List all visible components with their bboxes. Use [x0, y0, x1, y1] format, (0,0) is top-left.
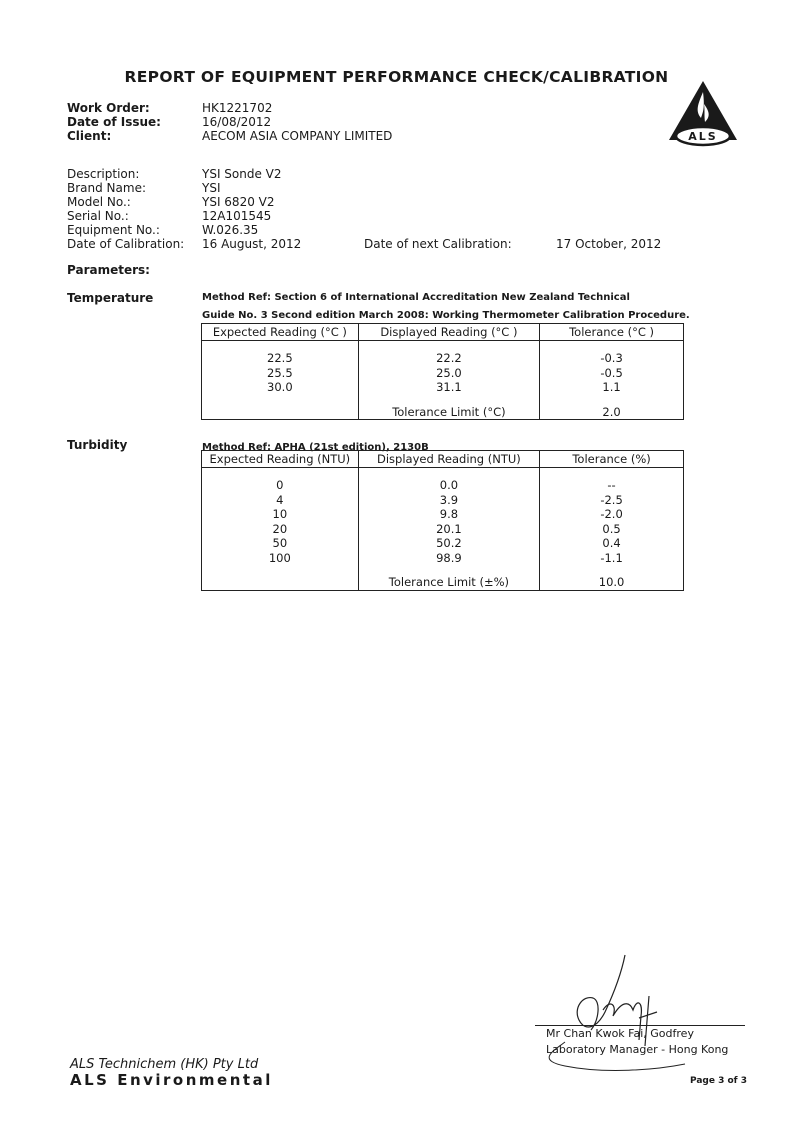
table-cell: -0.5 [540, 366, 684, 381]
table-row [202, 536, 684, 551]
table-row [202, 522, 684, 537]
table-cell: -2.5 [540, 493, 684, 508]
table-header-row [202, 324, 684, 341]
report-title: REPORT OF EQUIPMENT PERFORMANCE CHECK/CALIBRATION [124, 68, 669, 86]
signatory-title: Laboratory Manager - Hong Kong [546, 1043, 729, 1056]
table-spacer [202, 468, 684, 479]
next-calibration-label: Date of next Calibration: [364, 237, 512, 251]
column-header: Expected Reading (NTU) [202, 451, 359, 468]
turbidity-method: Method Ref: APHA (21st edition), 2130B [202, 442, 429, 453]
temperature-heading: Temperature [67, 291, 154, 305]
table-cell: 25.5 [202, 366, 359, 381]
tolerance-limit-label: Tolerance Limit (°C) [358, 405, 539, 420]
table-cell: 1.1 [540, 380, 684, 395]
table-cell: 22.2 [358, 351, 539, 366]
table-row [202, 551, 684, 566]
date-of-calibration-value: 16 August, 2012 [202, 237, 302, 251]
table-row [202, 351, 684, 366]
column-header: Tolerance (°C ) [540, 324, 684, 341]
temperature-method-line1: Method Ref: Section 6 of International Accreditation New Zealand Technical [202, 292, 630, 303]
table-cell: 0.4 [540, 536, 684, 551]
table-cell: 20 [202, 522, 359, 537]
parameters-heading: Parameters: [67, 263, 150, 277]
table-cell: 0.5 [540, 522, 684, 537]
signatory-name: Mr Chan Kwok Fai, Godfrey [546, 1027, 694, 1040]
tolerance-limit-value: 10.0 [540, 575, 684, 590]
equipment-no-label: Equipment No.: [67, 223, 160, 237]
signature-line [535, 1025, 745, 1026]
model-no-label: Model No.: [67, 195, 131, 209]
svg-text:ALS: ALS [688, 130, 718, 143]
table-header-row [202, 451, 684, 468]
table-row [202, 366, 684, 381]
brand-name-label: Brand Name: [67, 181, 147, 195]
tolerance-limit-label: Tolerance Limit (±%) [358, 575, 539, 590]
work-order-value: HK1221702 [202, 101, 273, 115]
table-cell: 10 [202, 507, 359, 522]
serial-no-label: Serial No.: [67, 209, 129, 223]
tolerance-limit-row [202, 405, 684, 420]
table-cell: -1.1 [540, 551, 684, 566]
equipment-no-value: W.026.35 [202, 223, 259, 237]
temperature-table [201, 323, 684, 420]
column-header: Displayed Reading (°C ) [358, 324, 539, 341]
table-spacer [202, 395, 684, 405]
table-row [202, 478, 684, 493]
table-cell: 50 [202, 536, 359, 551]
tolerance-limit-row [202, 575, 684, 590]
table-row [202, 493, 684, 508]
table-cell: 30.0 [202, 380, 359, 395]
table-row [202, 380, 684, 395]
table-cell: 25.0 [358, 366, 539, 381]
table-spacer [202, 565, 684, 575]
table-cell: 3.9 [358, 493, 539, 508]
table-cell: 50.2 [358, 536, 539, 551]
als-logo [667, 78, 739, 150]
date-of-issue-value: 16/08/2012 [202, 115, 272, 129]
als-logo-icon [667, 78, 739, 150]
model-no-value: YSI 6820 V2 [202, 195, 275, 209]
table-cell: 98.9 [358, 551, 539, 566]
table-row [202, 507, 684, 522]
date-of-issue-label: Date of Issue: [67, 115, 161, 129]
table-cell: -- [540, 478, 684, 493]
description-label: Description: [67, 167, 140, 181]
table-cell: -2.0 [540, 507, 684, 522]
client-value: AECOM ASIA COMPANY LIMITED [202, 129, 393, 143]
table-cell: 22.5 [202, 351, 359, 366]
next-calibration-value: 17 October, 2012 [556, 237, 662, 251]
date-of-calibration-label: Date of Calibration: [67, 237, 185, 251]
table-cell: 100 [202, 551, 359, 566]
table-cell: -0.3 [540, 351, 684, 366]
footer-brand: ALS Environmental [70, 1071, 273, 1089]
page-number: Page 3 of 3 [690, 1076, 747, 1086]
serial-no-value: 12A101545 [202, 209, 272, 223]
signature-image [525, 950, 755, 1080]
turbidity-heading: Turbidity [67, 438, 128, 452]
table-cell: 20.1 [358, 522, 539, 537]
turbidity-table [201, 450, 684, 591]
column-header: Displayed Reading (NTU) [358, 451, 539, 468]
footer-company: ALS Technichem (HK) Pty Ltd [70, 1057, 259, 1072]
table-cell: 0.0 [358, 478, 539, 493]
description-value: YSI Sonde V2 [202, 167, 282, 181]
work-order-label: Work Order: [67, 101, 150, 115]
table-cell: 9.8 [358, 507, 539, 522]
table-cell: 4 [202, 493, 359, 508]
column-header: Expected Reading (°C ) [202, 324, 359, 341]
tolerance-limit-value: 2.0 [540, 405, 684, 420]
table-spacer [202, 341, 684, 352]
brand-name-value: YSI [202, 181, 221, 195]
column-header: Tolerance (%) [540, 451, 684, 468]
table-cell: 31.1 [358, 380, 539, 395]
table-cell: 0 [202, 478, 359, 493]
temperature-method-line2: Guide No. 3 Second edition March 2008: Working Thermometer Calibration Procedure. [202, 310, 690, 321]
client-label: Client: [67, 129, 112, 143]
